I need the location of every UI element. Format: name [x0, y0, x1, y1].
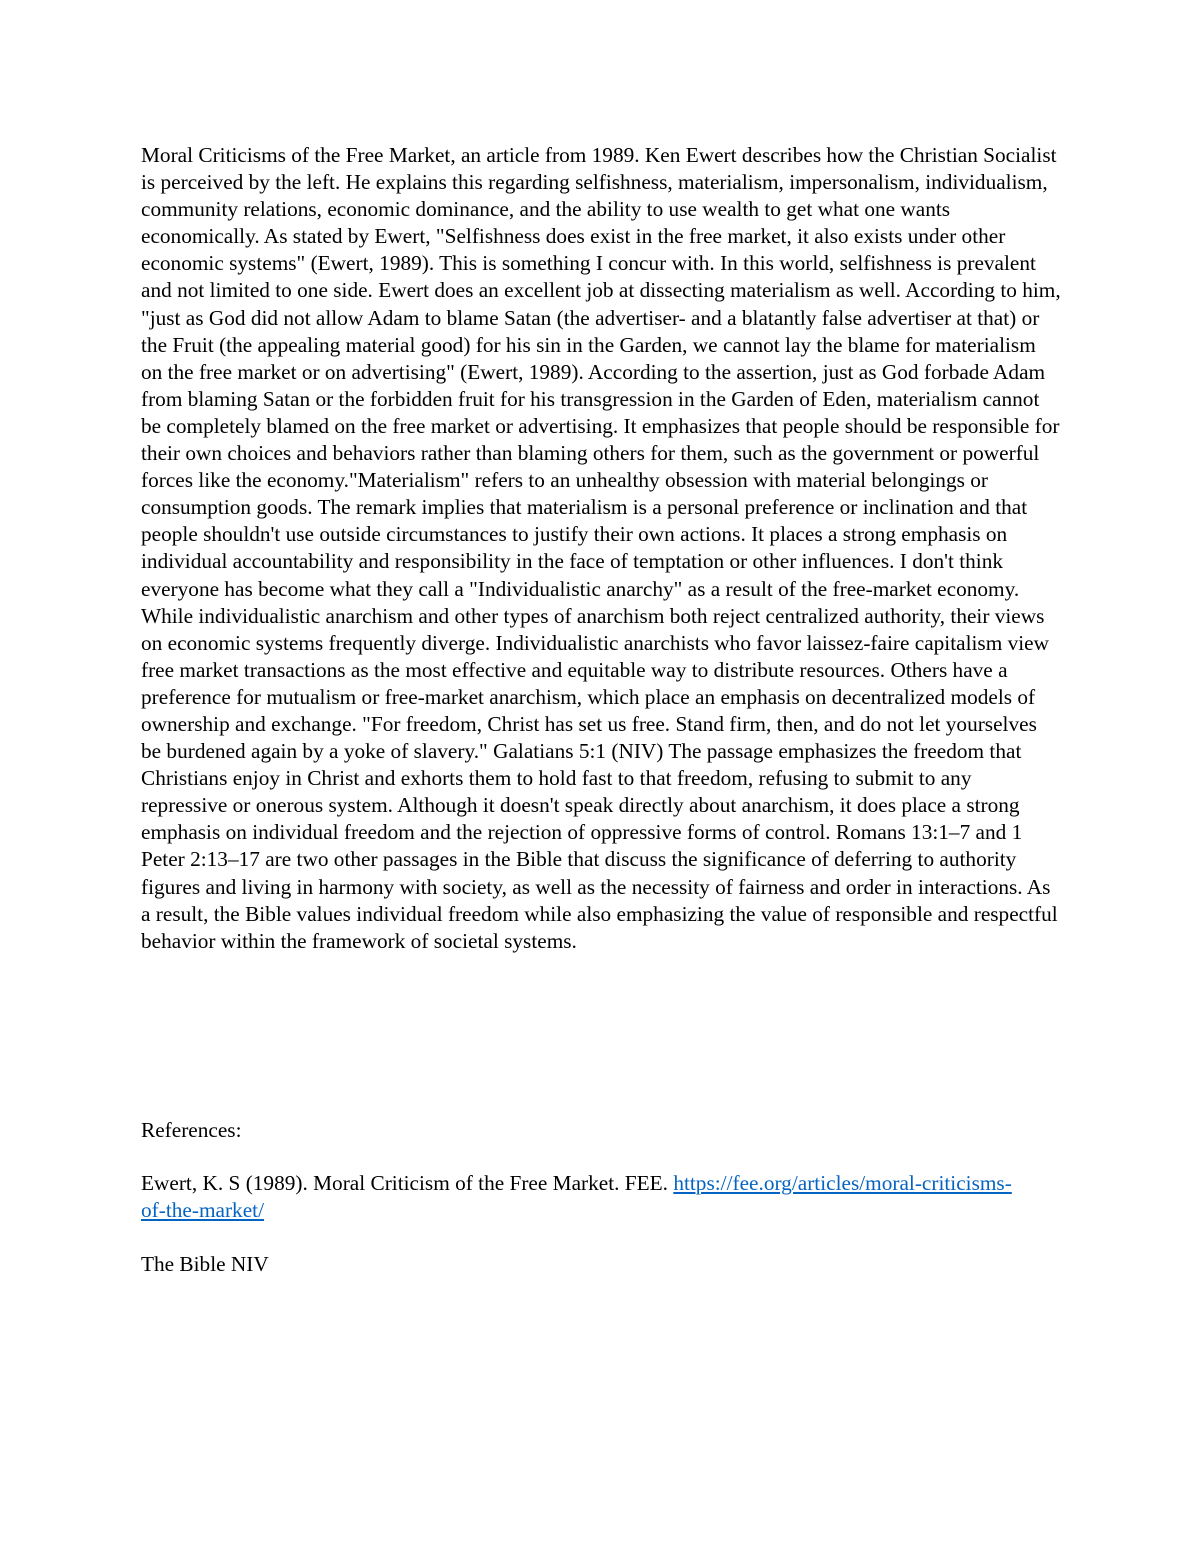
- reference-entry-ewert: [141, 1170, 1021, 1224]
- body-paragraph: Moral Criticisms of the Free Market, an article from 1989. Ken Ewert describes how the Christian Socialist is perceived by the left. He explains this regarding selfishness, materialism, impersonalism, individualism, community relations, economic dominance, and the ability to use wealth to get what one wants economically. As stated by Ewert, "Selfishness does exist in the free market, it also exists under other economic systems" (Ewert, 1989). This is something I concur with. In this world, selfishness is prevalent and not limited to one side. Ewert does an excellent job at dissecting materialism as well. According to him, "just as God did not allow Adam to blame Satan (the advertiser- and a blatantly false advertiser at that) or the Fruit (the appealing material good) for his sin in the Garden, we cannot lay the blame for materialism on the free market or on advertising" (Ewert, 1989). According to the assertion, just as God forbade Adam from blaming Satan or the forbidden fruit for his transgression in the Garden of Eden, materialism cannot be completely blamed on the free market or advertising. It emphasizes that people should be responsible for their own choices and behaviors rather than blaming others for them, such as the government or powerful forces like the economy."Materialism" refers to an unhealthy obsession with material belongings or consumption goods. The remark implies that materialism is a personal preference or inclination and that people shouldn't use outside circumstances to justify their own actions. It places a strong emphasis on individual accountability and responsibility in the face of temptation or other influences. I don't think everyone has become what they call a "Individualistic anarchy" as a result of the free-market economy. While individualistic anarchism and other types of anarchism both reject centralized authority, their views on economic systems frequently diverge. Individualistic anarchists who favor laissez-faire capitalism view free market transactions as the most effective and equitable way to distribute resources. Others have a preference for mutualism or free-market anarchism, which place an emphasis on decentralized models of ownership and exchange. "For freedom, Christ has set us free. Stand firm, then, and do not let yourselves be burdened again by a yoke of slavery." Galatians 5:1 (NIV) The passage emphasizes the freedom that Christians enjoy in Christ and exhorts them to hold fast to that freedom, refusing to submit to any repressive or onerous system. Although it doesn't speak directly about anarchism, it does place a strong emphasis on individual freedom and the rejection of oppressive forms of control. Romans 13:1–7 and 1 Peter 2:13–17 are two other passages in the Bible that discuss the significance of deferring to authority figures and living in harmony with society, as well as the necessity of fairness and order in interactions. As a result, the Bible values individual freedom while also emphasizing the value of responsible and respectful behavior within the framework of societal systems.: [141, 143, 1061, 953]
- reference-entry-ewert-text: Ewert, K. S (1989). Moral Criticism of the Free Market. FEE.: [141, 1171, 674, 1195]
- references-heading: References:: [141, 1118, 242, 1142]
- reference-entry-bible: The Bible NIV: [141, 1252, 269, 1276]
- reference-link-fee[interactable]: https://fee.org/articles/moral-criticisms-of-the-market/: [141, 1171, 1012, 1223]
